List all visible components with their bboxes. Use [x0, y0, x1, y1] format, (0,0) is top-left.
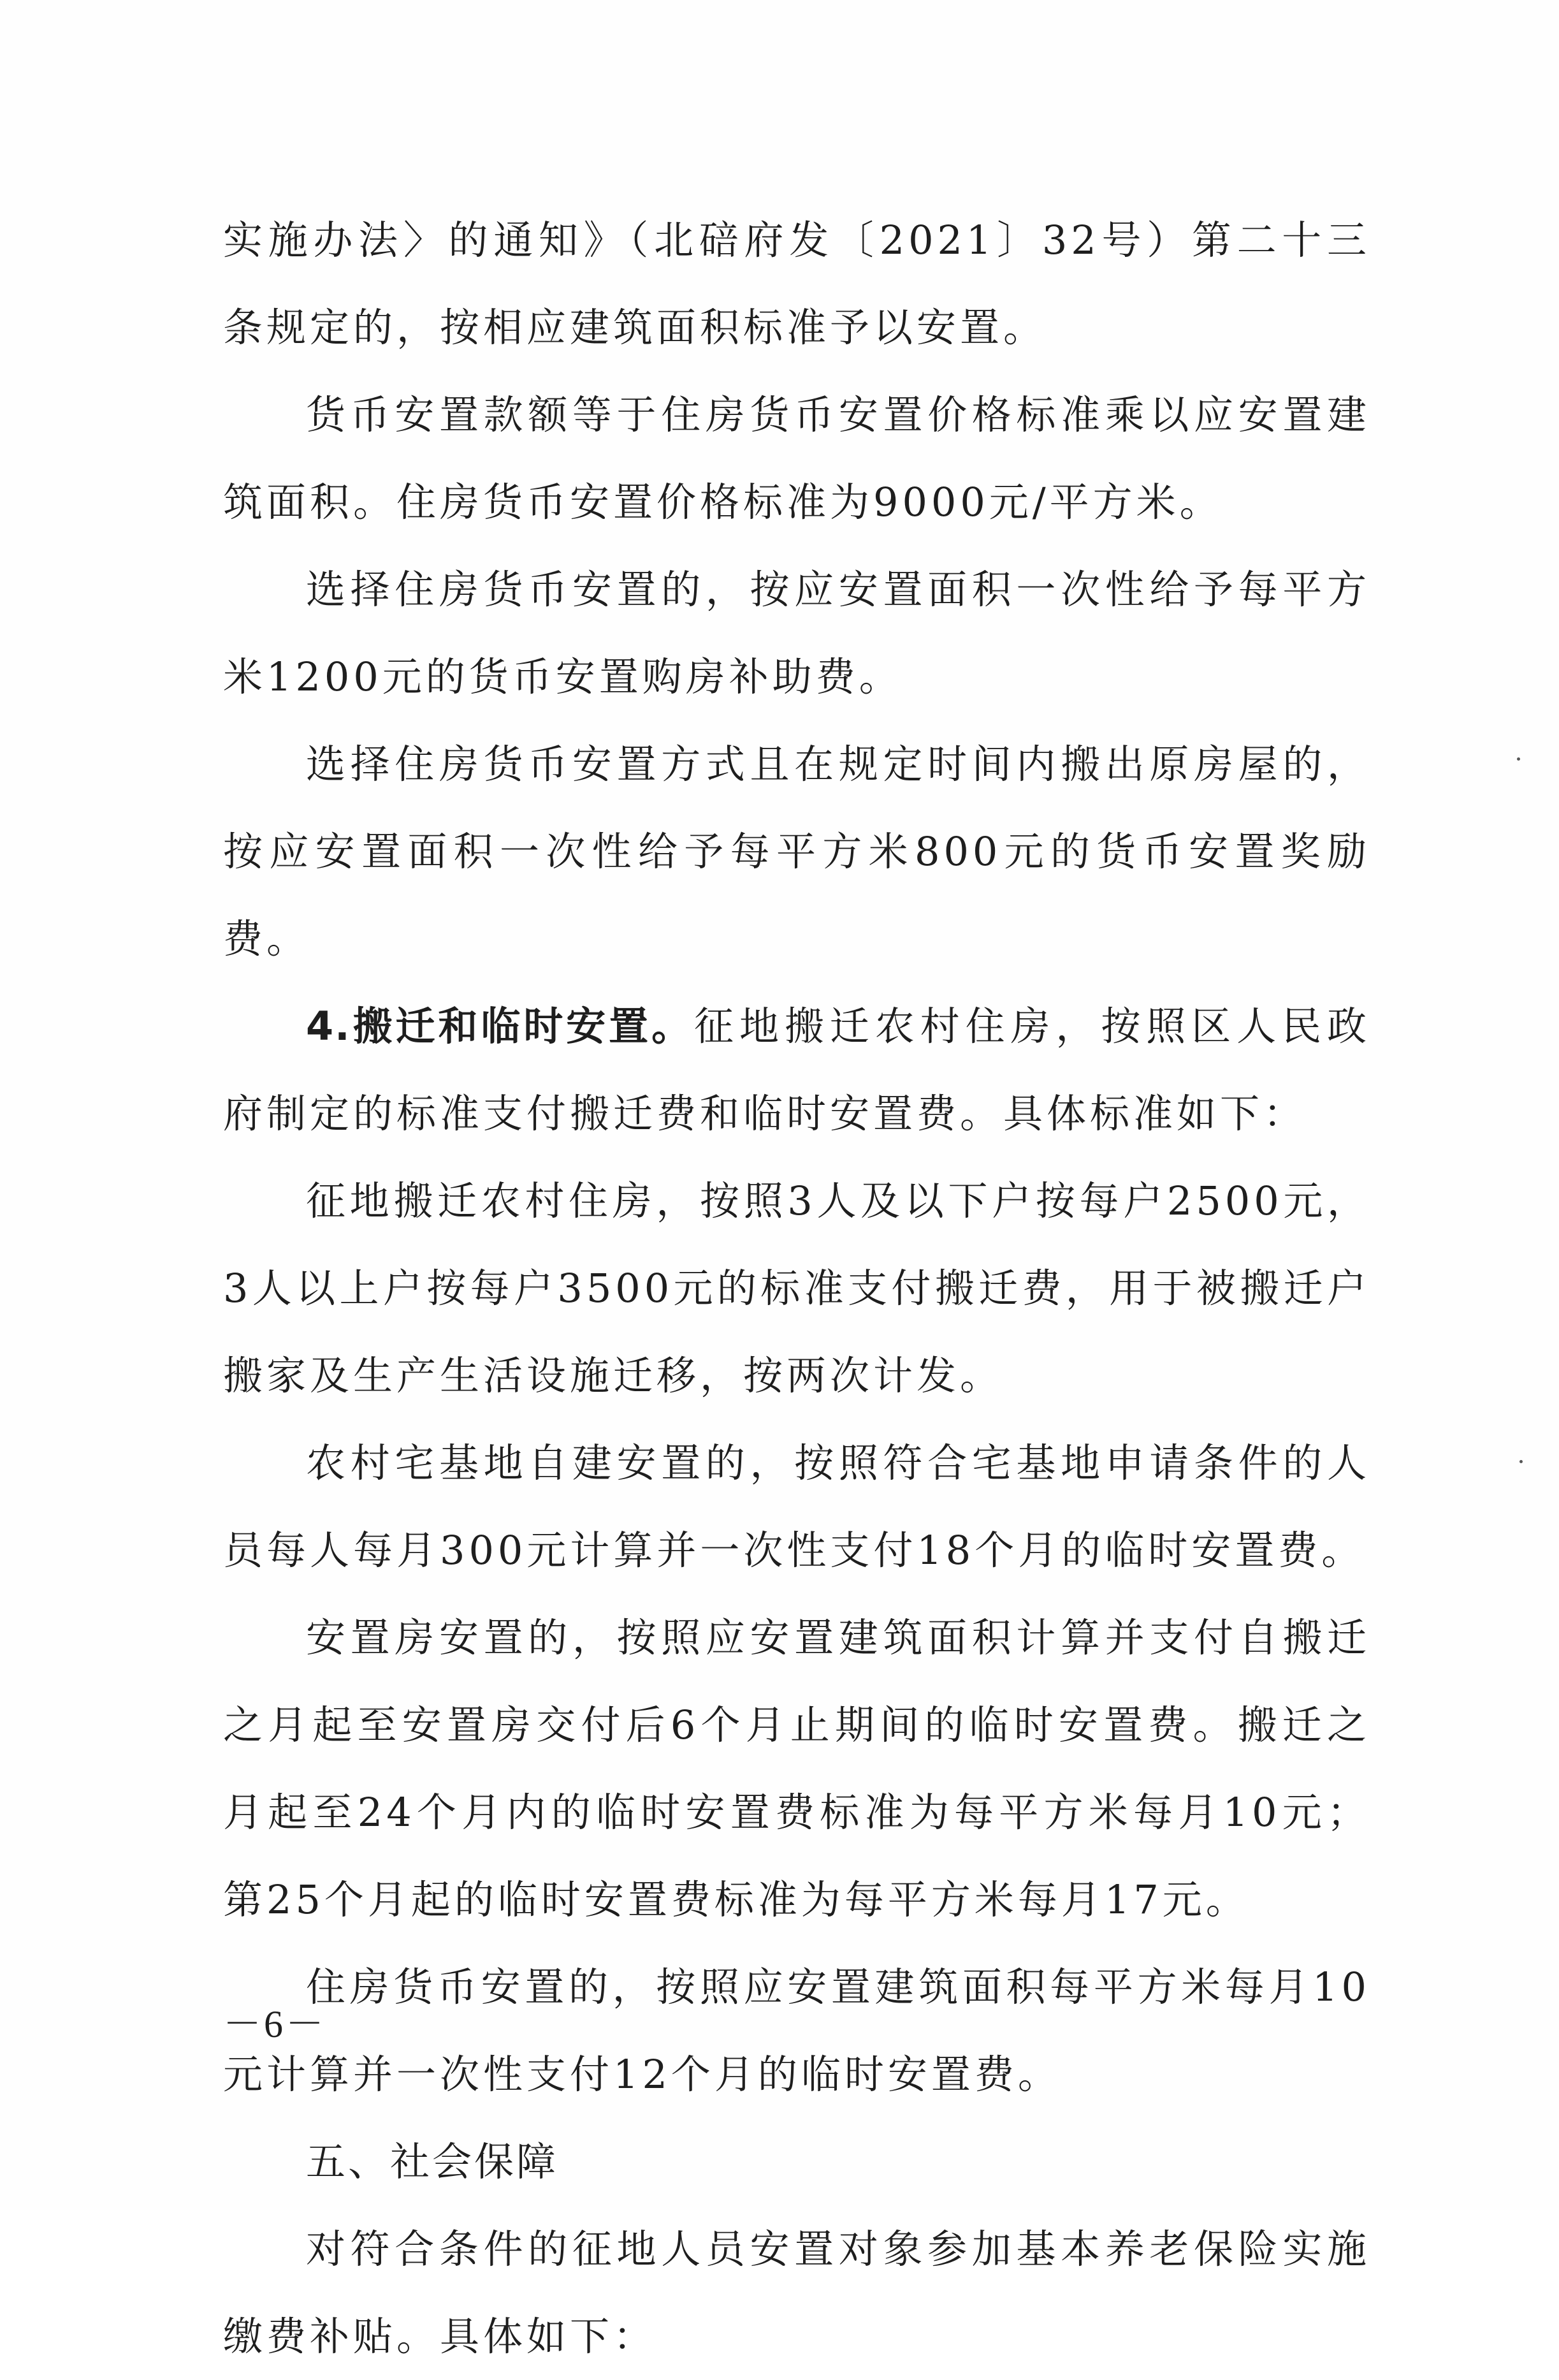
scan-speck [1519, 1460, 1523, 1463]
paragraph-continuation: 实施办法〉的通知》（北碚府发〔2021〕32号）第二十三条规定的，按相应建筑面积标准予以安置。 [223, 217, 1370, 351]
paragraph-resettlement-housing-temporary: 安置房安置的，按照应安置建筑面积计算并支付自搬迁之月起至安置房交付后6个月止期间的临时安置费。搬迁之月起至24个月内的临时安置费标准为每平方米每月10元；第25个月起的临时安置费标准为每平方米每月17元。 [223, 1614, 1370, 1923]
section-heading-social-security: 五、社会保障 [306, 2138, 559, 2185]
paragraph-purchase-subsidy: 选择住房货币安置的，按应安置面积一次性给予每平方米1200元的货币安置购房补助费。 [223, 566, 1370, 700]
paragraph-relocation-intro [223, 982, 1370, 1157]
clause-lead-body: 征地搬迁农村住房，按照区人民政府制定的标准支付搬迁费和临时安置费。具体标准如下： [223, 1003, 1370, 1137]
paragraph-monetary-amount: 货币安置款额等于住房货币安置价格标准乘以应安置建筑面积。住房货币安置价格标准为9000元/平方米。 [223, 391, 1370, 525]
paragraph-pension-subsidy: 对符合条件的征地人员安置对象参加基本养老保险实施缴费补贴。具体如下： [223, 2226, 1370, 2360]
paragraph-relocation-fee: 征地搬迁农村住房，按照3人及以下户按每户2500元，3人以上户按每户3500元的标准支付搬迁费，用于被搬迁户搬家及生产生活设施迁移，按两次计发。 [223, 1178, 1370, 1399]
paragraph-monetary-temporary: 住房货币安置的，按照应安置建筑面积每平方米每月10元计算并一次性支付12个月的临时安置费。 [223, 1964, 1370, 2098]
paragraph-homestead-temporary: 农村宅基地自建安置的，按照符合宅基地申请条件的人员每人每月300元计算并一次性支付18个月的临时安置费。 [223, 1440, 1370, 1573]
document-body [223, 196, 1370, 2380]
clause-lead-title: 4.搬迁和临时安置。 [306, 1003, 695, 1049]
scan-speck [1517, 757, 1520, 761]
page-number: －6－ [223, 2003, 326, 2045]
paragraph-reward-fee: 选择住房货币安置方式且在规定时间内搬出原房屋的，按应安置面积一次性给予每平方米800元的货币安置奖励费。 [223, 741, 1370, 962]
